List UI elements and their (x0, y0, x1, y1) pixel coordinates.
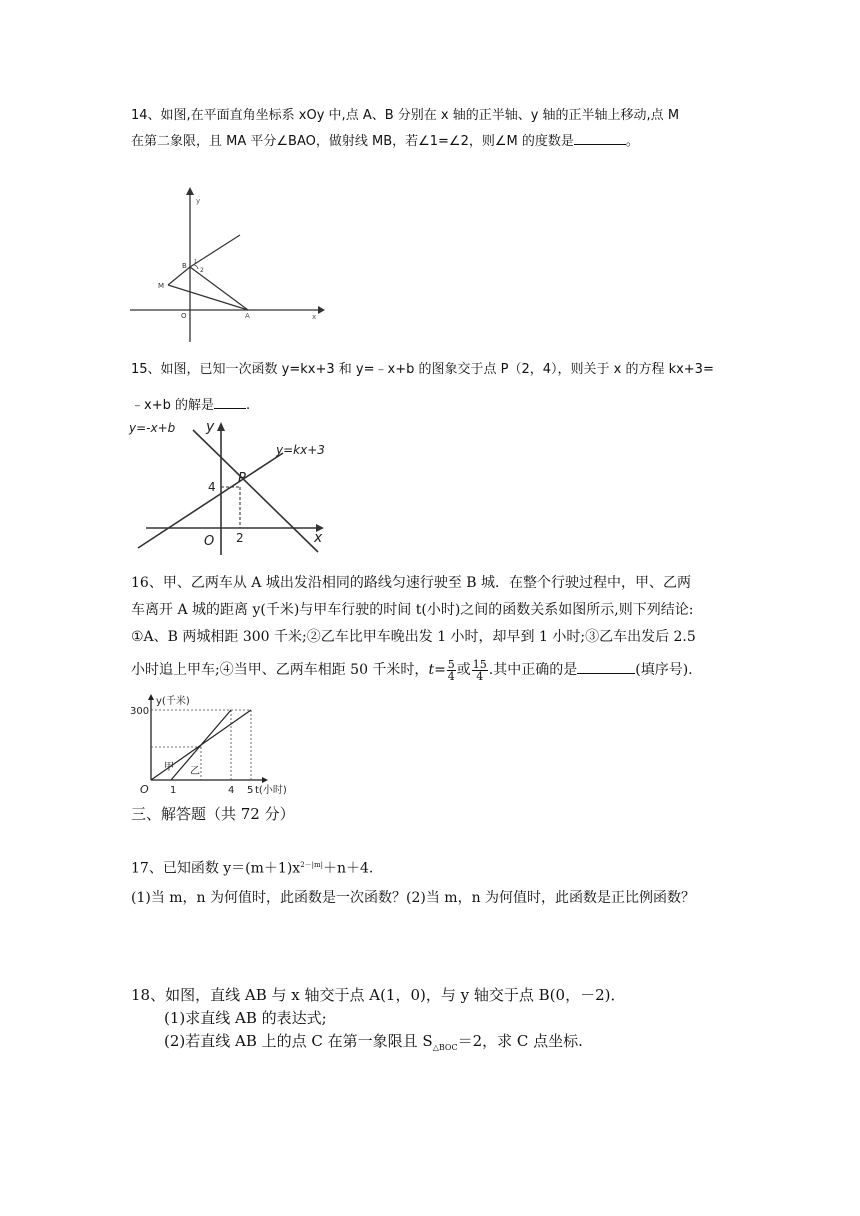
q16-label-jia: 甲 (164, 762, 174, 773)
q14-label-angle2: 2 (200, 267, 204, 274)
q18-sub2-pre: (2)若直线 AB 上的点 C 在第一象限且 S (164, 1032, 433, 1050)
q14-label-B: B (182, 262, 187, 270)
q18-sub2 (164, 1031, 583, 1058)
q17-line1 (131, 855, 373, 879)
q16-answer-blank (577, 659, 635, 674)
q14-line1: 14、如图,在平面直角坐标系 xOy 中,点 A、B 分别在 x 轴的正半轴、y 轴的正半轴上移动,点 M (131, 108, 680, 123)
q15-label-4: 4 (208, 480, 216, 494)
q16-label-t5: 5 (247, 785, 254, 796)
q16-line3: ①A、B 两城相距 300 千米;②乙车比甲车晚出发 1 小时，却早到 1 小时;③乙车出发后 2.5 (131, 629, 696, 645)
q14-ray-MB (190, 235, 240, 267)
q16-label-O: O (140, 783, 149, 796)
q15-answer-blank (214, 394, 246, 409)
q14-figure (128, 185, 328, 345)
q14-label-M: M (158, 282, 165, 290)
q14-label-A: A (245, 312, 250, 320)
q16-line2: 车离开 A 城的距离 y(千米)与甲车行驶的时间 t(小时)之间的函数关系如图所示,则下列结论: (131, 602, 694, 618)
q18-sub1: (1)求直线 AB 的表达式; (164, 1009, 327, 1027)
q18-sub2-post: ＝2，求 C 点坐标. (457, 1032, 583, 1050)
q16-line1: 16、甲、乙两车从 A 城出发沿相同的路线匀速行驶至 B 城．在整个行驶过程中，甲、乙两 (131, 575, 692, 591)
q16-frac2-num: 15 (472, 657, 487, 671)
q15-label-x: x (314, 530, 323, 546)
q16-t-arrow-icon (262, 777, 268, 783)
q15-figure (128, 415, 338, 555)
q15-label-2: 2 (236, 531, 244, 545)
q14-segment-BA (190, 267, 248, 310)
q14-line2-end: 。 (625, 134, 639, 149)
q16-y-arrow-icon (148, 694, 154, 700)
q16-frac2-den: 4 (476, 669, 484, 683)
q15-line2-end: . (245, 398, 251, 413)
q16-fraction-1 (447, 659, 456, 682)
q14-y-arrow-icon (186, 187, 194, 195)
q15-y-arrow-icon (217, 422, 225, 431)
q17-text-pre: 17、已知函数 y＝(m＋1)x (131, 860, 301, 877)
q16-t-eq: t= (428, 662, 446, 678)
section-heading: 三、解答题（共 72 分） (131, 805, 295, 823)
q15-line2 (131, 394, 250, 416)
q16-frac1-num: 5 (447, 657, 455, 671)
q14-line2 (131, 130, 639, 152)
q14-answer-blank (574, 130, 626, 145)
q15-line2-text: ﹣x+b 的解是 (131, 398, 214, 413)
q14-line2-text: 在第二象限，且 MA 平分∠BAO，做射线 MB，若∠1=∠2，则∠M 的度数是 (131, 134, 574, 149)
q15-label-y: y (206, 419, 215, 435)
q16-label-y-axis: y(千米) (156, 696, 190, 707)
q15-label-left-eq: y=-x+b (129, 421, 176, 435)
q14-angle-arc (194, 265, 198, 269)
q16-fraction-2 (472, 659, 488, 682)
q16-line4-pre: 小时追上甲车;④当甲、乙两车相距 50 千米时， (131, 662, 429, 678)
q14-label-angle1: 1 (194, 259, 198, 265)
q16-figure (128, 690, 328, 800)
q15-line1: 15、如图，已知一次函数 y=kx+3 和 y=﹣x+b 的图象交于点 P（2，4），则关于 x 的方程 kx+3= (131, 362, 714, 377)
q14-label-x: x (312, 313, 317, 321)
q16-line-yi (171, 710, 231, 780)
q16-label-yi: 乙 (190, 766, 200, 777)
q18-sub2-subscript: △BOC (432, 1043, 458, 1052)
q16-line4 (131, 656, 693, 684)
q14-label-O: O (181, 312, 187, 320)
q16-line4-post: .其中正确的是 (488, 662, 578, 678)
q16-label-t-axis: t(小时) (255, 785, 287, 796)
q16-line4-end: (填序号). (635, 662, 693, 678)
q14-label-y: y (196, 197, 201, 205)
q17-subquestions: (1)当 m，n 为何值时，此函数是一次函数？(2)当 m，n 为何值时，此函数是正比例函数？ (131, 890, 696, 906)
q15-label-P: P (238, 471, 246, 486)
q16-label-t4: 4 (228, 785, 235, 796)
q14-x-arrow-icon (318, 306, 325, 314)
q15-label-O: O (204, 534, 215, 549)
q15-label-right-eq: y=kx+3 (276, 443, 325, 457)
q16-frac1-den: 4 (447, 669, 455, 683)
q14-segment-MA (168, 285, 248, 310)
q16-or: 或 (456, 662, 471, 678)
q17-text-post: ＋n＋4. (323, 860, 374, 877)
q16-label-t1: 1 (170, 785, 177, 796)
q16-label-300: 300 (130, 706, 150, 717)
q17-exponent: 2－|m| (300, 861, 323, 869)
q18-line1: 18、如图，直线 AB 与 x 轴交于点 A(1，0)，与 y 轴交于点 B(0，－2)． (131, 986, 626, 1004)
